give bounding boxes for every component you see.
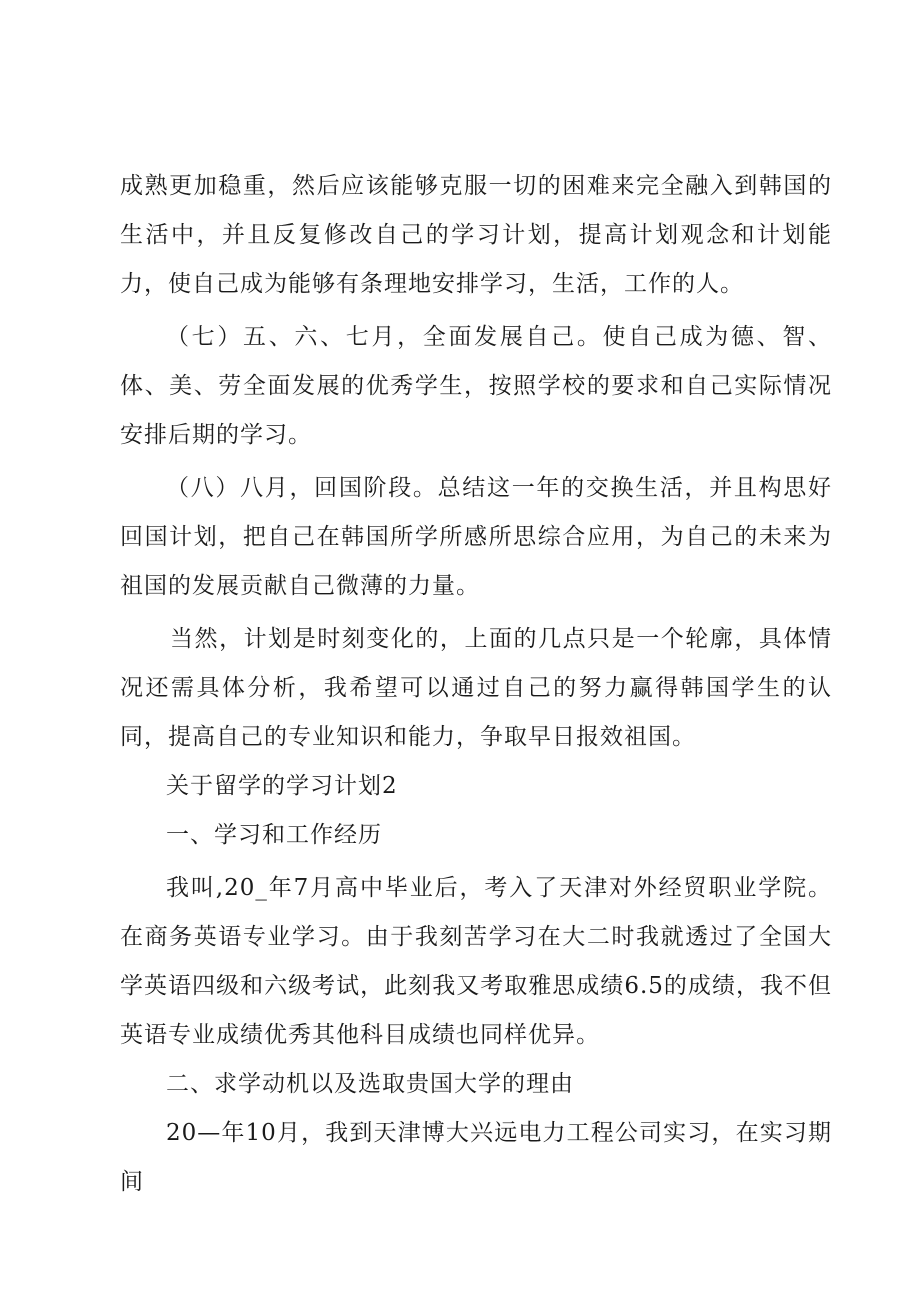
section-heading-experience: 一、学习和工作经历 bbox=[166, 822, 382, 848]
paragraph-motivation: 20—年10月，我到天津博大兴远电力工程公司实习，在实习期间 bbox=[120, 1120, 832, 1195]
paragraph-experience: 我叫,20_年7月高中毕业后，考入了天津对外经贸职业学院。在商务英语专业学习。由于我刻苦学习在大二时我就透过了全国大学英语四级和六级考试，此刻我又考取雅思成绩6.5的成绩，我不但英语专业成绩优秀其他科目成绩也同样优异。 bbox=[120, 875, 832, 1048]
paragraph-section-seven: （七）五、六、七月，全面发展自己。使自己成为德、智、体、美、劳全面发展的优秀学生，按照学校的要求和自己实际情况安排后期的学习。 bbox=[120, 324, 832, 448]
section-heading-motivation: 二、求学动机以及选取贵国大学的理由 bbox=[166, 1071, 574, 1097]
paragraph-continued: 成熟更加稳重，然后应该能够克服一切的困难来完全融入到韩国的生活中，并且反复修改自己的学习计划，提高计划观念和计划能力，使自己成为能够有条理地安排学习，生活，工作的人。 bbox=[120, 173, 832, 297]
paragraph-conclusion: 当然，计划是时刻变化的，上面的几点只是一个轮廓，具体情况还需具体分析，我希望可以通过自己的努力赢得韩国学生的认同，提高自己的专业知识和能力，争取早日报效祖国。 bbox=[120, 626, 832, 750]
paragraph-section-eight: （八）八月，回国阶段。总结这一年的交换生活，并且构思好回国计划，把自己在韩国所学所感所思综合应用，为自己的未来为祖国的发展贡献自己微薄的力量。 bbox=[120, 475, 832, 599]
document-heading: 关于留学的学习计划2 bbox=[166, 773, 398, 799]
document-body bbox=[120, 162, 832, 1207]
